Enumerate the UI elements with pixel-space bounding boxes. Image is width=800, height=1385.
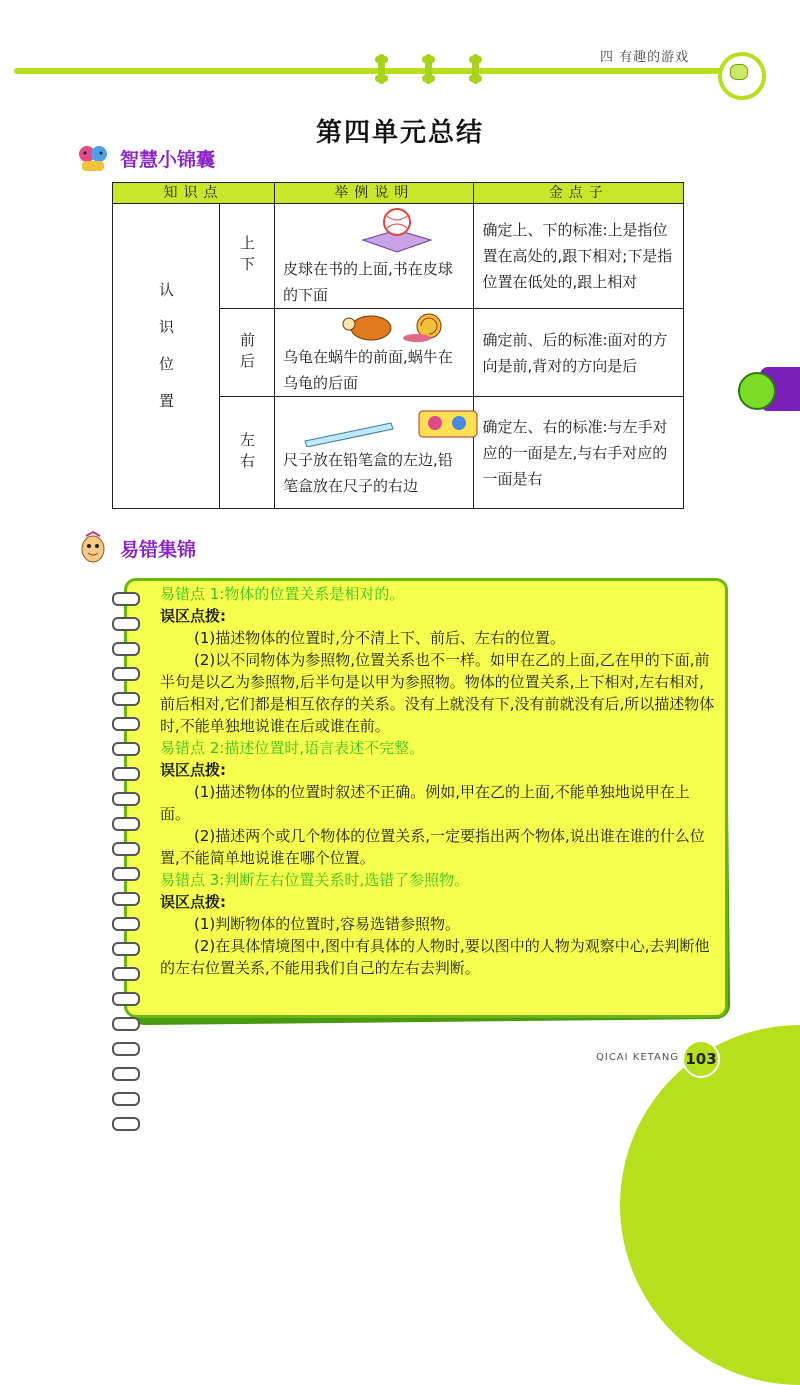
tip-paragraph: (1)判断物体的位置时,容易选错参照物。 <box>194 915 461 933</box>
tip-paragraph: (2)描述两个或几个物体的位置关系,一定要指出两个物体,说出谁在谁的什么位置,不能简单地说谁在哪个位置。 <box>160 827 705 867</box>
example-text: 皮球在书的上面,书在皮球的下面 <box>283 260 453 304</box>
ball-on-book-illustration <box>283 204 465 256</box>
binder-pin <box>378 54 385 84</box>
category-cell <box>113 204 220 509</box>
page-number: 103 <box>682 1040 720 1078</box>
kids-icon <box>76 140 110 174</box>
turtle-icon <box>730 64 748 80</box>
binder-pin <box>472 54 479 84</box>
footer-decoration <box>620 1025 800 1385</box>
ruler-pencil-box-illustration <box>283 407 465 447</box>
example-cell <box>275 309 474 397</box>
header-knowledge-point: 知识点 <box>113 183 275 204</box>
example-text: 尺子放在铅笔盒的左边,铅笔盒放在尺子的右边 <box>283 450 453 495</box>
tip-paragraph: (1)描述物体的位置时叙述不正确。例如,甲在乙的上面,不能单独地说甲在上面。 <box>160 783 690 823</box>
mistake-title-2: 易错点 2:描述位置时,语言表述不完整。 <box>160 739 425 757</box>
notebook-rings <box>112 592 140 1131</box>
mistake-title-3: 易错点 3:判断左右位置关系时,选错了参照物。 <box>160 871 470 889</box>
table-row <box>113 204 684 309</box>
tip-text: 确定前、后的标准:面对的方向是前,背对的方向是后 <box>474 309 684 397</box>
notebook-content <box>160 583 715 979</box>
knowledge-table <box>112 182 684 509</box>
tip-paragraph: (2)在具体情境图中,图中有具体的人物时,要以图中的人物为观察中心,去判断他的左右位置关系,不能用我们自己的左右去判断。 <box>160 937 710 977</box>
tip-paragraph: (2)以不同物体为参照物,位置关系也不一样。如甲在乙的上面,乙在甲的下面,前半句是以乙为参照物,后半句是以甲为参照物。物体的位置关系,上下相对,左右相对,前后相对,它们都是相互依存的关系。没有上就没有下,没有前就没有后,所以描述物体时,不能单独地说谁在后或谁在前。 <box>160 651 715 735</box>
topic-cell <box>220 204 275 309</box>
tip-label-2: 误区点拨: <box>160 761 226 779</box>
example-cell <box>275 204 474 309</box>
chapter-label: 四 有趣的游戏 <box>600 50 690 65</box>
mistake-title-1: 易错点 1:物体的位置关系是相对的。 <box>160 585 405 603</box>
header-tip: 金点子 <box>474 183 684 204</box>
topic-label: 前后 <box>238 331 256 374</box>
tip-text: 确定上、下的标准:上是指位置在高处的,跟下相对;下是指位置在低处的,跟上相对 <box>474 204 684 309</box>
tip-label-1: 误区点拨: <box>160 607 226 625</box>
topic-label: 左右 <box>238 431 256 474</box>
example-text: 乌龟在蜗牛的前面,蜗牛在乌龟的后面 <box>283 347 453 392</box>
binder-pin <box>425 54 432 84</box>
topic-cell <box>220 309 275 397</box>
page-title: 第四单元总结 <box>315 118 484 148</box>
tip-label-3: 误区点拨: <box>160 893 226 911</box>
footer-brand: QICAI KETANG <box>596 1052 680 1063</box>
topic-cell <box>220 397 275 509</box>
tip-paragraph: (1)描述物体的位置时,分不清上下、前后、左右的位置。 <box>194 629 566 647</box>
topic-label: 上下 <box>238 235 256 277</box>
tip-text: 确定左、右的标准:与左手对应的一面是左,与右手对应的一面是右 <box>474 397 684 509</box>
cartoon-egg-icon <box>76 530 110 564</box>
section-title-wisdom: 智慧小锦囊 <box>120 149 216 171</box>
turtle-snail-illustration <box>283 310 465 344</box>
frog-icon <box>738 372 776 410</box>
category-label: 认识位置 <box>157 282 175 430</box>
header-example: 举例说明 <box>275 183 474 204</box>
header-rule <box>14 68 734 74</box>
table-header-row <box>113 183 684 204</box>
example-cell <box>275 397 474 509</box>
section-title-mistakes: 易错集锦 <box>120 539 197 561</box>
